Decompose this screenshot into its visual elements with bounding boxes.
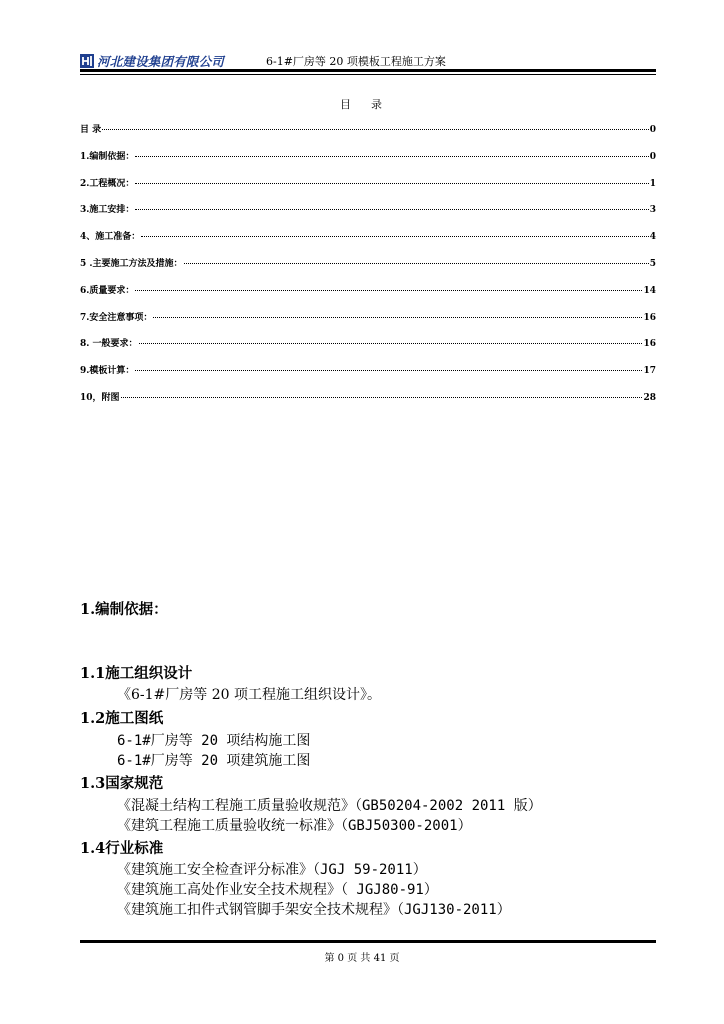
paragraph: 《建筑施工扣件式钢管脚手架安全技术规程》（JGJ130-2011） [117, 902, 511, 918]
paragraph: 《建筑工程施工质量验收统一标准》（GBJ50300-2001） [117, 818, 472, 834]
subsection-1-4-title: 1.4行业标准 [80, 840, 164, 857]
page-number: 第 0 页 共 41 页 [324, 953, 400, 964]
header-rule [80, 69, 656, 72]
toc-entry[interactable]: 5 .主要施工方法及措施： 5 [80, 258, 656, 269]
footer-rule [80, 940, 656, 943]
paragraph: 《建筑施工安全检查评分标准》（JGJ 59-2011） [117, 862, 427, 878]
toc-entry[interactable]: 3.施工安排： 3 [80, 205, 656, 216]
toc-entry[interactable]: 9.模板计算： 17 [80, 366, 656, 377]
toc-entry[interactable]: 8. 一般要求： 16 [80, 339, 656, 350]
company-name: 河北建设集团有限公司 [97, 54, 225, 69]
header-rule-thin [80, 74, 656, 75]
toc-entry[interactable]: 7.安全注意事项： 16 [80, 312, 656, 323]
toc-entry[interactable]: 4、施工准备： 4 [80, 232, 656, 243]
subsection-1-3-title: 1.3国家规范 [80, 775, 164, 792]
company-logo-icon [80, 54, 94, 68]
toc-heading: 目 录 [340, 98, 384, 111]
toc-entry[interactable]: 10，附图 28 [80, 392, 656, 403]
paragraph: 6-1#厂房等 20 项建筑施工图 [117, 753, 311, 769]
toc-entry[interactable]: 目 录 0 [80, 125, 656, 135]
paragraph: 《混凝土结构工程施工质量验收规范》（GB50204-2002 2011 版） [117, 798, 542, 814]
page-header [80, 46, 656, 76]
company-logo [80, 52, 224, 70]
paragraph: 6-1#厂房等 20 项结构施工图 [117, 733, 311, 749]
document-title: 6-1#厂房等 20 项模板工程施工方案 [266, 55, 446, 68]
paragraph: 《建筑施工高处作业安全技术规程》（ JGJ80-91） [117, 882, 438, 898]
paragraph: 《6-1#厂房等 20 项工程施工组织设计》。 [117, 687, 381, 703]
toc-entry[interactable]: 6.质量要求： 14 [80, 285, 656, 296]
toc-entry[interactable]: 2.工程概况： 1 [80, 178, 656, 189]
toc-entry[interactable]: 1.编制依据： 0 [80, 151, 656, 162]
section-title: 1.编制依据： [80, 601, 168, 618]
subsection-1-1-title: 1.1施工组织设计 [80, 665, 193, 682]
table-of-contents [80, 122, 656, 417]
subsection-1-2-title: 1.2施工图纸 [80, 710, 164, 727]
